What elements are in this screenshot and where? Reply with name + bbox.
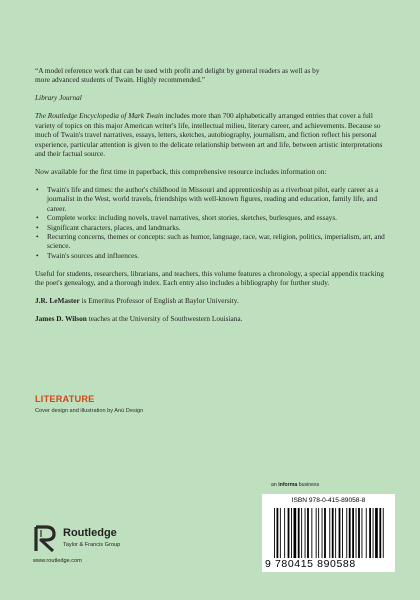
review-quote-line: more advanced students of Twain. Highly recommended.”	[35, 75, 205, 85]
editor-bio	[35, 296, 388, 305]
topic-item: • Significant characters, places, and landmarks.	[47, 223, 388, 232]
topics-list	[35, 185, 388, 260]
cover-design-credit: Cover design and illustration by Anú Design	[35, 408, 144, 414]
editor-bio-text: teaches at the University of Southwestern Louisiana.	[86, 314, 243, 324]
topic-item: • Twain's sources and influences.	[47, 251, 388, 260]
topic-item: • Recurring concerns, themes or concepts: such as humor, language, race, war, religion, politics, imperialism, art, and science.	[47, 232, 388, 251]
description-text: includes more than 700 alphabetically arranged entries that cover a full variety of topics on this major American writer's life, intellectual milieu, literary career, and achievements. Because so much of Twain's travel narratives, essays, letters, sketches, autobiography, journalism, and fiction reflect his personal experience, particular attention is given to the delicate relationship between art and life, between artistic interpretations and their factual source.	[35, 111, 383, 159]
isbn-barcode	[262, 494, 395, 572]
usefulness-paragraph: Useful for students, researchers, librarians, and teachers, this volume features a chronology, a special appendix tracking the poet's genealogy, and a thorough index. Each entry also includes a bibliography for further study.	[35, 268, 384, 288]
isbn-label: ISBN 978-0-415-89058-8	[291, 497, 366, 504]
editor-name: James D. Wilson	[35, 314, 87, 324]
editor-bio-text: is Emeritus Professor of English at Baylor University.	[79, 296, 239, 306]
barcode-digits: 9 780415 890588	[265, 558, 356, 570]
routledge-r-icon	[33, 524, 59, 554]
review-source: Library Journal	[35, 93, 82, 103]
publisher-url: www.routledge.com	[33, 558, 82, 564]
review-quote	[35, 66, 388, 85]
subject-category: LITERATURE	[35, 394, 95, 404]
cover-copy	[35, 66, 388, 332]
topic-item: • Complete works: including novels, travel narratives, short stories, sketches, burlesques, and essays.	[47, 213, 388, 222]
editor-name: J.R. LeMaster	[35, 296, 80, 306]
publisher-name: Routledge	[63, 527, 117, 539]
topic-item: • Twain's life and times: the author's childhood in Missouri and apprenticeship as a riverboat pilot, early career as a journalist in the West, world travels, friendships with well-known figures, reading and education, family life, and career.	[47, 185, 388, 213]
barcode-icon	[272, 508, 386, 558]
book-title: The Routledge Encyclopedia of Mark Twain	[35, 111, 164, 121]
review-quote-line: “A model reference work that can be used with profit and delight by general readers as well as by	[35, 66, 320, 75]
topics-intro: Now available for the first time in paperback, this comprehensive resource includes information on:	[35, 167, 327, 177]
publisher-logo	[33, 524, 153, 564]
editor-bio	[35, 314, 388, 323]
publisher-group: Taylor & Francis Group	[63, 542, 121, 548]
description-paragraph	[35, 111, 388, 158]
informa-tagline: an informa business	[271, 482, 320, 488]
